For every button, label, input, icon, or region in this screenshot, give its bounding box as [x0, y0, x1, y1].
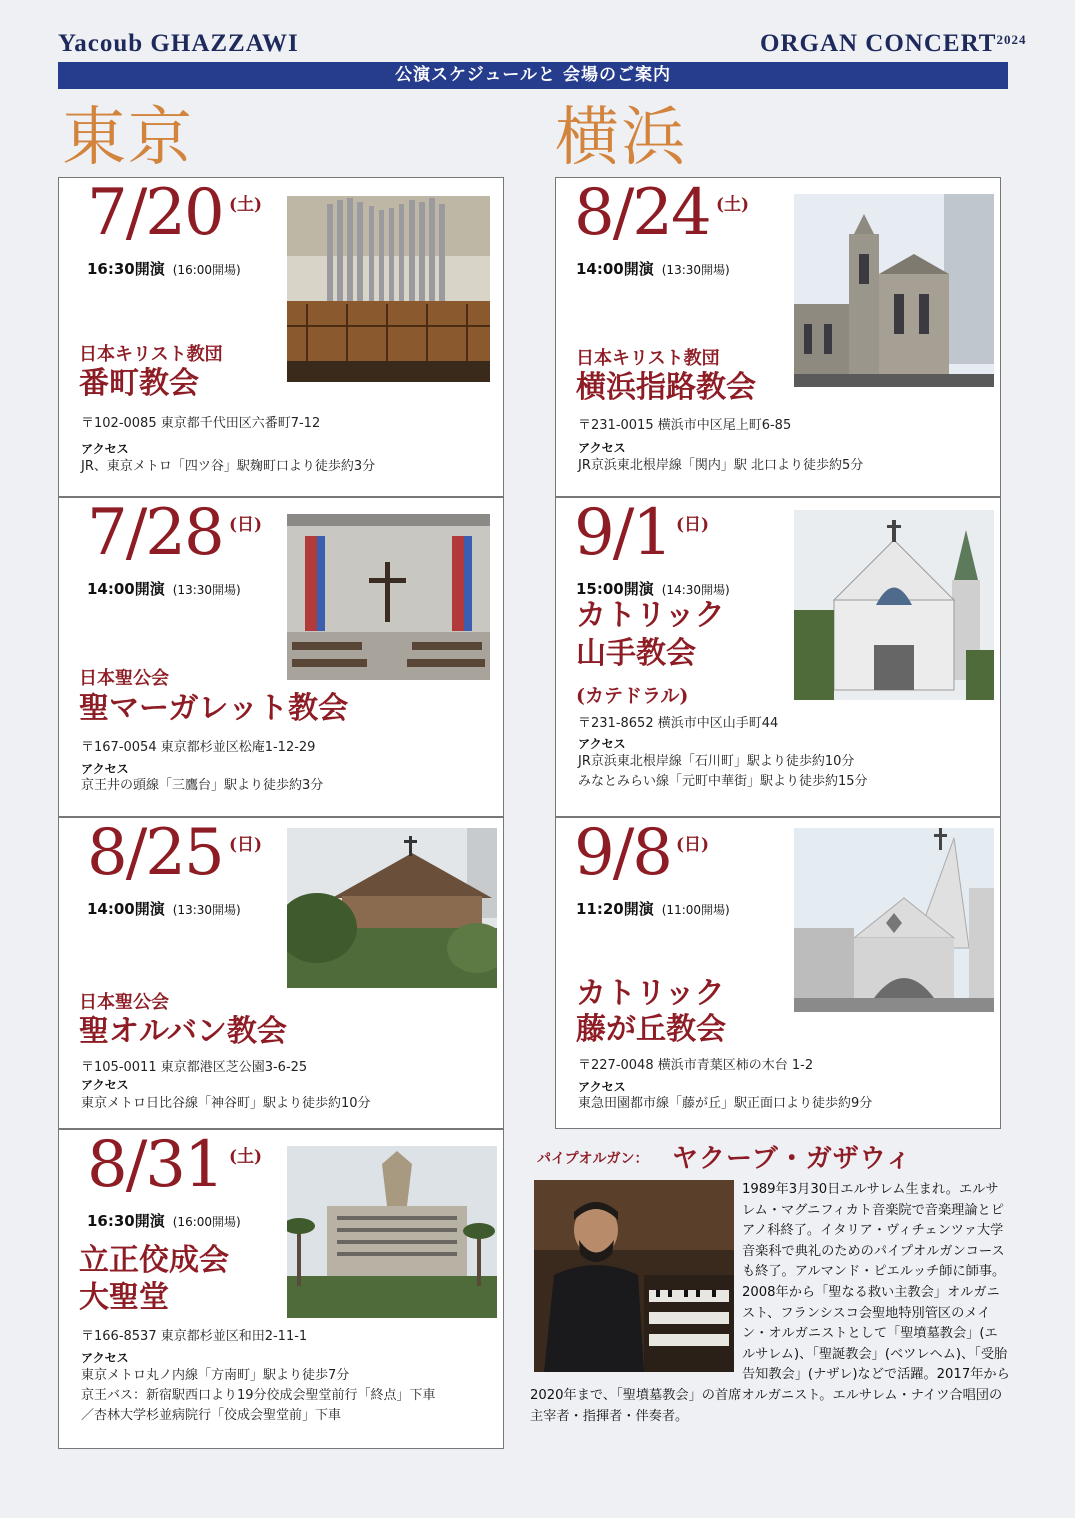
concert-card-0901 — [555, 497, 1001, 817]
doors-open: (14:30開場) — [661, 583, 730, 597]
access-label: アクセス — [81, 1351, 129, 1365]
access-label: アクセス — [81, 442, 129, 456]
concert-weekday: (日) — [229, 515, 263, 535]
church-name: 聖マーガレット教会 — [79, 691, 349, 726]
church-address: 〒227-0048 横浜市青葉区柿の木台 1-2 — [578, 1058, 814, 1073]
church-address: 〒167-0054 東京都杉並区松庵1-12-29 — [81, 740, 316, 755]
concert-weekday: (日) — [676, 515, 710, 535]
doors-open: (13:30開場) — [661, 263, 730, 277]
city-tokyo-heading: 東京 — [62, 101, 194, 175]
artist-name: Yacoub GHAZZAWI — [58, 30, 299, 57]
concert-date: 9/8 — [574, 816, 671, 890]
church-name-line1: カトリック — [576, 976, 725, 1011]
church-photo-shiloh — [794, 194, 994, 387]
concert-card-0825 — [58, 817, 504, 1129]
start-time: 16:30開演 — [87, 1212, 165, 1230]
doors-open: (13:30開場) — [172, 583, 241, 597]
access-line: JR、東京メトロ「四ツ谷」駅麹町口より徒歩約3分 — [81, 459, 376, 474]
concert-date: 8/24 — [574, 176, 710, 250]
concert-weekday: (土) — [229, 195, 263, 215]
church-address: 〒166-8537 東京都杉並区和田2-11-1 — [81, 1329, 308, 1344]
access-line: 東京メトロ丸ノ内線「方南町」駅より徒歩7分 — [81, 1368, 350, 1383]
concert-date: 7/28 — [87, 496, 223, 570]
concert-weekday: (日) — [229, 835, 263, 855]
church-address: 〒231-0015 横浜市中区尾上町6-85 — [578, 418, 792, 433]
denomination: 日本キリスト教団 — [576, 348, 720, 369]
concert-card-0831 — [58, 1129, 504, 1449]
doors-open: (11:00開場) — [661, 903, 730, 917]
church-name-line1: 立正佼成会 — [79, 1243, 229, 1278]
access-line: ／杏林大学杉並病院行「佼成会聖堂前」下車 — [81, 1408, 342, 1423]
concert-time — [87, 578, 241, 599]
church-name-line3: (カテドラル) — [576, 685, 689, 707]
access-label: アクセス — [578, 1080, 626, 1094]
concert-time — [576, 898, 730, 919]
organist-bio — [530, 1180, 1010, 1427]
concert-date: 9/1 — [574, 496, 671, 570]
church-photo-fujigaoka — [794, 828, 994, 1012]
concert-date: 8/25 — [87, 816, 223, 890]
concert-time — [576, 578, 730, 599]
concert-date: 8/31 — [87, 1128, 223, 1202]
church-photo-yamate — [794, 510, 994, 700]
church-photo-st-margaret — [287, 514, 490, 680]
doors-open: (16:00開場) — [172, 1215, 241, 1229]
access-label: アクセス — [578, 737, 626, 751]
concert-time — [87, 898, 241, 919]
start-time: 15:00開演 — [576, 580, 654, 598]
access-line: JR京浜東北根岸線「関内」駅 北口より徒歩約5分 — [578, 458, 864, 473]
access-line: JR京浜東北根岸線「石川町」駅より徒歩約10分 — [578, 754, 855, 769]
denomination: 日本聖公会 — [79, 992, 169, 1013]
organist-photo — [534, 1180, 734, 1372]
concert-title-text: ORGAN CONCERT — [760, 30, 997, 57]
church-photo-st-alban — [287, 828, 497, 988]
organist-label: パイプオルガン： — [537, 1151, 649, 1167]
concert-time — [87, 258, 241, 279]
start-time: 11:20開演 — [576, 900, 654, 918]
church-name-line2: 山手教会 — [576, 636, 696, 671]
church-address: 〒102-0085 東京都千代田区六番町7-12 — [81, 416, 321, 431]
access-line: 東京メトロ日比谷線「神谷町」駅より徒歩約10分 — [81, 1096, 371, 1111]
concert-card-0728 — [58, 497, 504, 817]
church-name: 横浜指路教会 — [576, 370, 756, 405]
access-label: アクセス — [578, 441, 626, 455]
denomination: 日本キリスト教団 — [79, 344, 223, 365]
start-time: 14:00開演 — [87, 900, 165, 918]
concert-time — [576, 258, 730, 279]
concert-date: 7/20 — [87, 176, 223, 250]
church-name-line2: 藤が丘教会 — [576, 1012, 726, 1047]
church-name: 番町教会 — [79, 366, 199, 401]
concert-weekday: (日) — [676, 835, 710, 855]
access-line: みなとみらい線「元町中華街」駅より徒歩約15分 — [578, 774, 868, 789]
concert-weekday: (土) — [716, 195, 750, 215]
church-name-line1: カトリック — [576, 598, 725, 633]
start-time: 14:00開演 — [576, 260, 654, 278]
concert-title — [760, 30, 1026, 58]
start-time: 16:30開演 — [87, 260, 165, 278]
schedule-banner: 公演スケジュールと 会場のご案内 — [58, 62, 1008, 89]
church-name-line2: 大聖堂 — [79, 1280, 169, 1315]
access-line: 京王井の頭線「三鷹台」駅より徒歩約3分 — [81, 778, 324, 793]
concert-time — [87, 1210, 241, 1231]
church-name: 聖オルバン教会 — [79, 1014, 287, 1049]
doors-open: (16:00開場) — [172, 263, 241, 277]
start-time: 14:00開演 — [87, 580, 165, 598]
church-address: 〒105-0011 東京都港区芝公園3-6-25 — [81, 1060, 308, 1075]
concert-weekday: (土) — [229, 1147, 263, 1167]
organist-name: ヤクーブ・ガザウィ — [672, 1144, 913, 1174]
city-yokohama-heading: 横浜 — [555, 101, 687, 175]
doors-open: (13:30開場) — [172, 903, 241, 917]
access-label: アクセス — [81, 1078, 129, 1092]
concert-card-0908 — [555, 817, 1001, 1129]
church-photo-bancho — [287, 196, 490, 382]
denomination: 日本聖公会 — [79, 668, 169, 689]
church-photo-kosei — [287, 1146, 497, 1318]
access-label: アクセス — [81, 762, 129, 776]
concert-year: 2024 — [996, 32, 1027, 47]
church-address: 〒231-8652 横浜市中区山手町44 — [578, 716, 779, 731]
concert-card-0824 — [555, 177, 1001, 497]
access-line: 京王バス：新宿駅西口より19分佼成会聖堂前行「終点」下車 — [81, 1388, 436, 1403]
concert-card-0720 — [58, 177, 504, 497]
organist-bio-text: 1989年3月30日エルサレム生まれ。エルサレム・マグニフィカト音楽院で音楽理論とピアノ科終了。イタリア・ヴィチェンツァ大学音楽科で典礼のためのパイプオルガンコースも終了。アルマンド・ピエルッチ師に師事。2008年から「聖なる救い主教会」オルガニスト、フランシスコ会聖地特別管区のメイン・オルガニストとして「聖墳墓教会」(エルサレム)、「聖誕教会」(ベツレヘム)、「受胎告知教会」(ナザレ)などで活躍。2017年から2020年まで、「聖墳墓教会」の首席オルガニスト。エルサレム・ナイツ合唱団の主宰者・指揮者・伴奏者。 — [530, 1182, 1010, 1424]
access-line: 東急田園都市線「藤が丘」駅正面口より徒歩約9分 — [578, 1096, 873, 1111]
